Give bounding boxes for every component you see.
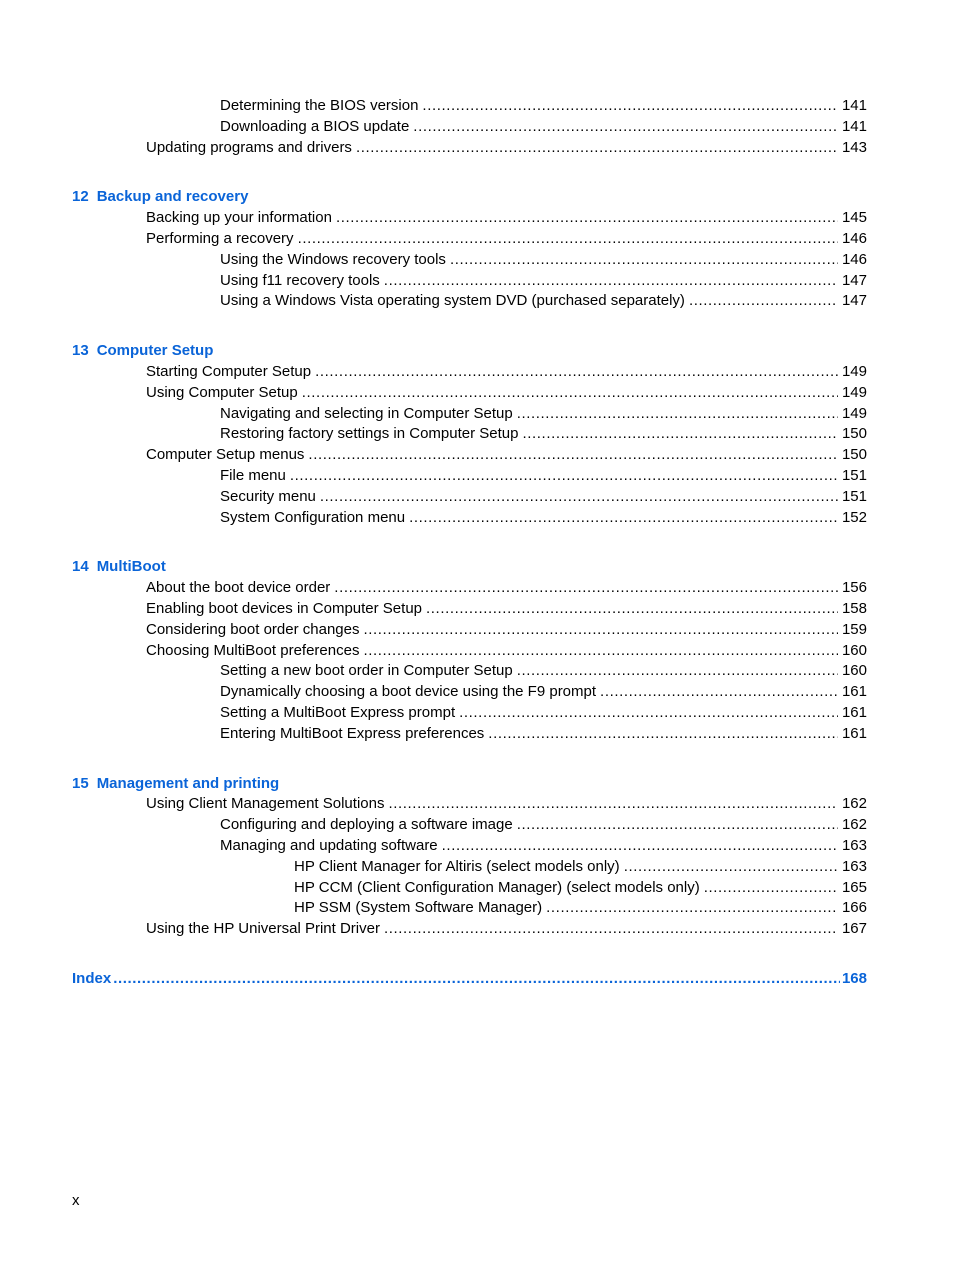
toc-entry-title: Using f11 recovery tools xyxy=(220,271,380,289)
toc-entry[interactable] xyxy=(0,898,867,919)
chapter-number: 15 xyxy=(72,774,89,792)
toc-entry[interactable] xyxy=(0,703,867,724)
toc-entry-page: 146 xyxy=(841,250,867,268)
toc-entry[interactable] xyxy=(0,919,867,940)
toc-entry-title: Restoring factory settings in Computer Setup xyxy=(220,425,519,443)
toc-entry[interactable] xyxy=(0,487,867,508)
toc-entry-page: 150 xyxy=(841,425,867,443)
toc-entry-title: HP SSM (System Software Manager) xyxy=(294,899,543,917)
toc-entry[interactable] xyxy=(0,383,867,404)
dot-leader xyxy=(689,291,838,312)
chapter-heading[interactable] xyxy=(0,557,867,578)
toc-section-index xyxy=(0,969,954,990)
dot-leader xyxy=(517,661,838,682)
toc-entry[interactable] xyxy=(0,291,867,312)
toc-entry[interactable] xyxy=(0,96,867,117)
toc-entry[interactable] xyxy=(0,661,867,682)
dot-leader xyxy=(522,424,837,445)
toc-entry[interactable] xyxy=(0,794,867,815)
toc-entry-title: Computer Setup menus xyxy=(146,446,305,464)
chapter-number: 13 xyxy=(72,342,89,360)
dot-leader xyxy=(704,878,838,899)
toc-entry[interactable] xyxy=(0,117,867,138)
dot-leader xyxy=(413,117,838,138)
toc-entry-page: 156 xyxy=(841,579,867,597)
toc-entry[interactable] xyxy=(0,362,867,383)
index-entry[interactable] xyxy=(0,969,867,990)
toc-entry[interactable] xyxy=(0,250,867,271)
toc-entry-page: 151 xyxy=(841,487,867,505)
toc-entry-title: File menu xyxy=(220,466,286,484)
toc-entry-title: Entering MultiBoot Express preferences xyxy=(220,724,485,742)
toc-entry-title: Navigating and selecting in Computer Setup xyxy=(220,404,513,422)
chapter-title: Computer Setup xyxy=(96,342,214,360)
chapter-heading[interactable] xyxy=(0,341,867,362)
toc-entry-page: 159 xyxy=(841,620,867,638)
toc-entry-title: Choosing MultiBoot preferences xyxy=(146,641,360,659)
toc-entry-page: 151 xyxy=(841,466,867,484)
dot-leader xyxy=(308,445,838,466)
toc-entry[interactable] xyxy=(0,445,867,466)
dot-leader xyxy=(356,138,838,159)
dot-leader xyxy=(336,208,838,229)
dot-leader xyxy=(442,836,838,857)
dot-leader xyxy=(384,271,838,292)
toc-entry-page: 163 xyxy=(841,836,867,854)
toc-entry[interactable] xyxy=(0,208,867,229)
dot-leader xyxy=(459,703,838,724)
toc-entry-title: Using Client Management Solutions xyxy=(146,795,385,813)
toc-entry[interactable] xyxy=(0,138,867,159)
toc-entry-title: Backing up your information xyxy=(146,209,332,227)
toc-entry-page: 143 xyxy=(841,138,867,156)
dot-leader xyxy=(409,508,838,529)
toc-entry-page: 165 xyxy=(841,878,867,896)
toc-entry-title: Dynamically choosing a boot device using the F9 prompt xyxy=(220,683,597,701)
index-page: 168 xyxy=(841,969,867,987)
dot-leader xyxy=(302,383,838,404)
toc-entry-title: Determining the BIOS version xyxy=(220,97,419,114)
toc-entry-page: 147 xyxy=(841,271,867,289)
toc-entry-page: 161 xyxy=(841,703,867,721)
page-number-folio: x xyxy=(72,1192,80,1209)
dot-leader xyxy=(320,487,838,508)
toc-entry[interactable] xyxy=(0,508,867,529)
table-of-contents xyxy=(0,96,954,990)
toc-entry-title: HP Client Manager for Altiris (select models only) xyxy=(294,857,620,875)
toc-entry[interactable] xyxy=(0,641,867,662)
dot-leader xyxy=(298,229,838,250)
toc-entry-page: 162 xyxy=(841,795,867,813)
dot-leader xyxy=(517,404,838,425)
toc-entry-page: 161 xyxy=(841,724,867,742)
dot-leader xyxy=(384,919,838,940)
toc-entry-page: 141 xyxy=(841,117,867,135)
toc-entry-title: Using the HP Universal Print Driver xyxy=(146,920,380,938)
chapter-title: Management and printing xyxy=(96,774,280,792)
chapter-heading[interactable] xyxy=(0,774,867,795)
toc-entry-page: 152 xyxy=(841,508,867,526)
toc-entry-page: 166 xyxy=(841,899,867,917)
toc-entry-title: System Configuration menu xyxy=(220,508,406,526)
toc-entry[interactable] xyxy=(0,620,867,641)
toc-entry-title: Using Computer Setup xyxy=(146,383,298,401)
toc-section xyxy=(0,341,954,528)
toc-section xyxy=(0,557,954,744)
toc-entry-title: Performing a recovery xyxy=(146,229,294,247)
toc-entry[interactable] xyxy=(0,857,867,878)
dot-leader xyxy=(624,857,838,878)
toc-entry[interactable] xyxy=(0,836,867,857)
toc-entry[interactable] xyxy=(0,404,867,425)
toc-entry-page: 149 xyxy=(841,383,867,401)
toc-entry-page: 150 xyxy=(841,446,867,464)
toc-entry-title: Using a Windows Vista operating system DVD (purchased separately) xyxy=(220,292,685,310)
chapter-heading[interactable] xyxy=(0,187,867,208)
toc-entry-title: Setting a MultiBoot Express prompt xyxy=(220,703,456,721)
toc-entry-page: 149 xyxy=(841,404,867,422)
toc-entry-page: 158 xyxy=(841,599,867,617)
toc-entry-title: Enabling boot devices in Computer Setup xyxy=(146,599,423,617)
toc-entry[interactable] xyxy=(0,815,867,836)
toc-section xyxy=(0,774,954,940)
toc-entry-title: Using the Windows recovery tools xyxy=(220,250,446,268)
toc-entry-page: 147 xyxy=(841,292,867,310)
toc-entry[interactable] xyxy=(0,229,867,250)
toc-entry-page: 167 xyxy=(841,920,867,938)
index-title: Index xyxy=(72,969,112,987)
toc-entry[interactable] xyxy=(0,578,867,599)
toc-entry-page: 141 xyxy=(841,97,867,114)
toc-entry-title: Considering boot order changes xyxy=(146,620,360,638)
chapter-number: 14 xyxy=(72,558,89,576)
dot-leader xyxy=(363,641,838,662)
toc-entry-title: Configuring and deploying a software image xyxy=(220,816,513,834)
dot-leader xyxy=(600,682,838,703)
toc-entry-page: 160 xyxy=(841,662,867,680)
toc-entry-page: 145 xyxy=(841,209,867,227)
toc-entry-title: Security menu xyxy=(220,487,316,505)
dot-leader xyxy=(363,620,837,641)
toc-entry[interactable] xyxy=(0,424,867,445)
dot-leader xyxy=(422,96,838,117)
toc-entry[interactable] xyxy=(0,271,867,292)
chapter-title: Backup and recovery xyxy=(96,188,249,206)
dot-leader xyxy=(517,815,838,836)
toc-entry[interactable] xyxy=(0,599,867,620)
chapter-title: MultiBoot xyxy=(96,558,166,576)
toc-entry[interactable] xyxy=(0,682,867,703)
dot-leader xyxy=(488,724,838,745)
toc-entry-title: Setting a new boot order in Computer Setup xyxy=(220,662,513,680)
toc-entry-page: 146 xyxy=(841,229,867,247)
toc-entry-title: Managing and updating software xyxy=(220,836,438,854)
dot-leader xyxy=(290,466,838,487)
dot-leader xyxy=(388,794,838,815)
toc-entry-page: 163 xyxy=(841,857,867,875)
toc-entry[interactable] xyxy=(0,724,867,745)
dot-leader xyxy=(426,599,838,620)
toc-entry-title: Downloading a BIOS update xyxy=(220,117,410,135)
toc-entry-title: About the boot device order xyxy=(146,579,331,597)
chapter-number: 12 xyxy=(72,188,89,206)
toc-section xyxy=(0,96,954,158)
dot-leader xyxy=(334,578,838,599)
dot-leader xyxy=(546,898,838,919)
toc-entry-page: 162 xyxy=(841,816,867,834)
toc-entry-page: 149 xyxy=(841,362,867,380)
toc-entry[interactable] xyxy=(0,466,867,487)
toc-entry-title: HP CCM (Client Configuration Manager) (select models only) xyxy=(294,878,700,896)
dot-leader xyxy=(450,250,838,271)
toc-entry-page: 160 xyxy=(841,641,867,659)
toc-entry-title: Updating programs and drivers xyxy=(146,138,352,156)
toc-entry-page: 161 xyxy=(841,683,867,701)
dot-leader xyxy=(113,969,840,990)
dot-leader xyxy=(315,362,838,383)
toc-section xyxy=(0,187,954,312)
toc-entry[interactable] xyxy=(0,878,867,899)
toc-entry-title: Starting Computer Setup xyxy=(146,362,312,380)
